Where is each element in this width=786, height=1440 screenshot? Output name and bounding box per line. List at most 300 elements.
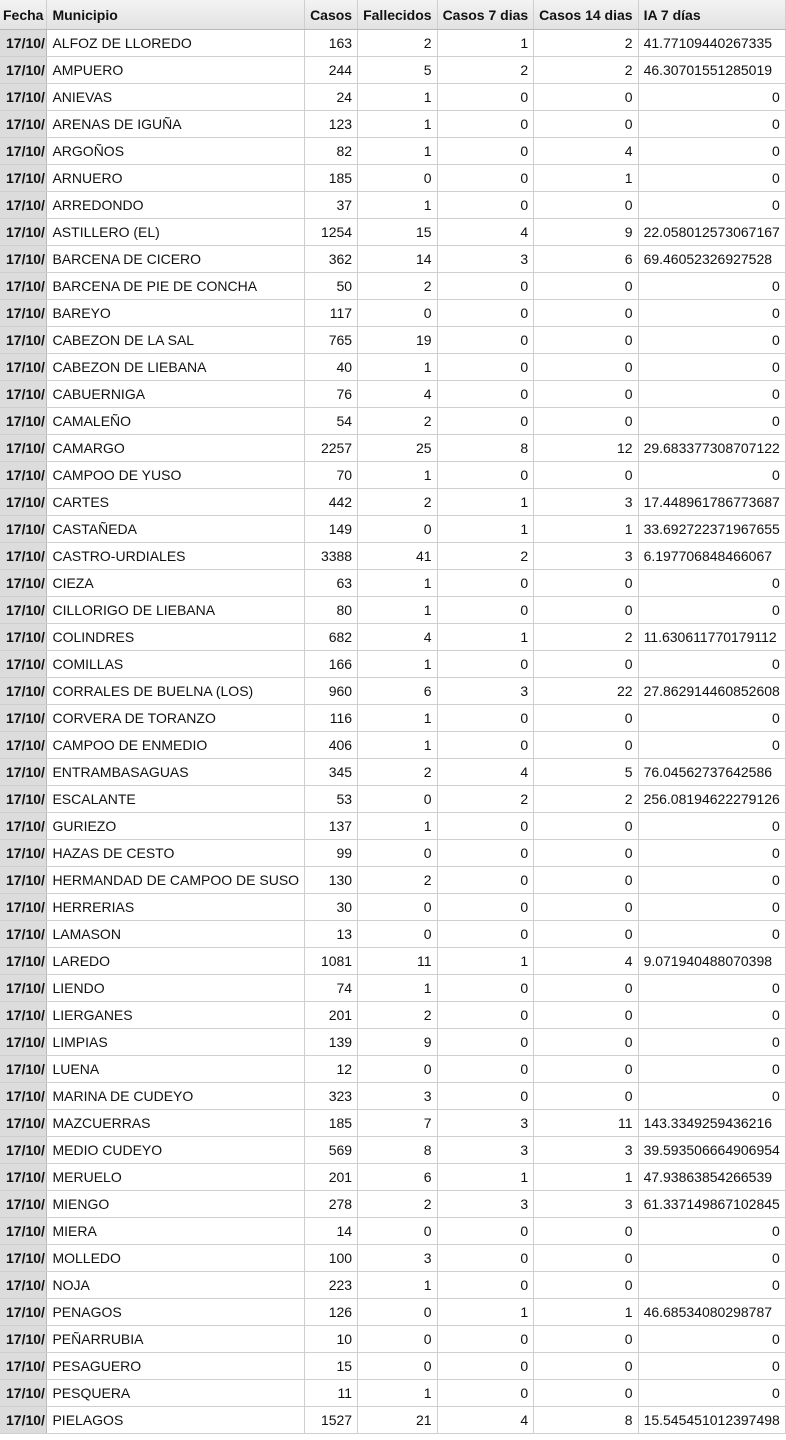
- cell-casos-14-dias[interactable]: 0: [534, 1029, 638, 1056]
- cell-casos-7-dias[interactable]: 1: [437, 624, 534, 651]
- cell-fallecidos[interactable]: 1: [358, 705, 437, 732]
- cell-casos-14-dias[interactable]: 0: [534, 1353, 638, 1380]
- cell-casos-14-dias[interactable]: 1: [534, 516, 638, 543]
- cell-fallecidos[interactable]: 1: [358, 192, 437, 219]
- cell-ia-7-dias[interactable]: 0: [638, 705, 785, 732]
- cell-fallecidos[interactable]: 19: [358, 327, 437, 354]
- cell-casos[interactable]: 117: [305, 300, 358, 327]
- cell-casos-7-dias[interactable]: 8: [437, 435, 534, 462]
- header-ia-7-dias[interactable]: IA 7 días: [638, 0, 785, 30]
- cell-fallecidos[interactable]: 0: [358, 1218, 437, 1245]
- cell-fallecidos[interactable]: 5: [358, 57, 437, 84]
- cell-casos-14-dias[interactable]: 0: [534, 1245, 638, 1272]
- cell-fallecidos[interactable]: 3: [358, 1083, 437, 1110]
- cell-ia-7-dias[interactable]: 0: [638, 651, 785, 678]
- cell-fecha[interactable]: 17/10/: [0, 1407, 47, 1434]
- cell-ia-7-dias[interactable]: 0: [638, 111, 785, 138]
- cell-ia-7-dias[interactable]: 0: [638, 354, 785, 381]
- cell-casos-14-dias[interactable]: 0: [534, 597, 638, 624]
- cell-municipio[interactable]: CAMARGO: [47, 435, 305, 462]
- cell-casos-14-dias[interactable]: 3: [534, 543, 638, 570]
- cell-casos-7-dias[interactable]: 3: [437, 246, 534, 273]
- cell-casos[interactable]: 80: [305, 597, 358, 624]
- header-casos[interactable]: Casos: [305, 0, 358, 30]
- cell-ia-7-dias[interactable]: 33.692722371967655: [638, 516, 785, 543]
- cell-ia-7-dias[interactable]: 47.93863854266539: [638, 1164, 785, 1191]
- cell-ia-7-dias[interactable]: 0: [638, 165, 785, 192]
- cell-casos-7-dias[interactable]: 0: [437, 111, 534, 138]
- cell-ia-7-dias[interactable]: 0: [638, 975, 785, 1002]
- cell-municipio[interactable]: CAMPOO DE ENMEDIO: [47, 732, 305, 759]
- cell-casos-7-dias[interactable]: 0: [437, 1056, 534, 1083]
- cell-fallecidos[interactable]: 1: [358, 138, 437, 165]
- cell-municipio[interactable]: HERMANDAD DE CAMPOO DE SUSO: [47, 867, 305, 894]
- cell-fecha[interactable]: 17/10/: [0, 705, 47, 732]
- cell-casos[interactable]: 63: [305, 570, 358, 597]
- cell-municipio[interactable]: ARENAS DE IGUÑA: [47, 111, 305, 138]
- cell-casos-7-dias[interactable]: 0: [437, 300, 534, 327]
- cell-municipio[interactable]: LAREDO: [47, 948, 305, 975]
- cell-fallecidos[interactable]: 2: [358, 867, 437, 894]
- cell-fecha[interactable]: 17/10/: [0, 273, 47, 300]
- cell-fecha[interactable]: 17/10/: [0, 1137, 47, 1164]
- cell-casos-14-dias[interactable]: 11: [534, 1110, 638, 1137]
- cell-casos[interactable]: 54: [305, 408, 358, 435]
- cell-fecha[interactable]: 17/10/: [0, 678, 47, 705]
- cell-casos-14-dias[interactable]: 0: [534, 192, 638, 219]
- cell-fecha[interactable]: 17/10/: [0, 138, 47, 165]
- cell-fecha[interactable]: 17/10/: [0, 1299, 47, 1326]
- cell-casos-7-dias[interactable]: 1: [437, 948, 534, 975]
- cell-fecha[interactable]: 17/10/: [0, 732, 47, 759]
- cell-casos[interactable]: 137: [305, 813, 358, 840]
- cell-casos-14-dias[interactable]: 1: [534, 1164, 638, 1191]
- cell-fecha[interactable]: 17/10/: [0, 1326, 47, 1353]
- cell-fecha[interactable]: 17/10/: [0, 1164, 47, 1191]
- cell-fallecidos[interactable]: 14: [358, 246, 437, 273]
- cell-fallecidos[interactable]: 1: [358, 813, 437, 840]
- cell-ia-7-dias[interactable]: 39.593506664906954: [638, 1137, 785, 1164]
- cell-fallecidos[interactable]: 1: [358, 111, 437, 138]
- cell-fecha[interactable]: 17/10/: [0, 1110, 47, 1137]
- cell-casos-14-dias[interactable]: 12: [534, 435, 638, 462]
- cell-casos-14-dias[interactable]: 3: [534, 489, 638, 516]
- cell-casos-14-dias[interactable]: 0: [534, 840, 638, 867]
- cell-fecha[interactable]: 17/10/: [0, 597, 47, 624]
- cell-casos[interactable]: 3388: [305, 543, 358, 570]
- cell-casos-7-dias[interactable]: 0: [437, 1326, 534, 1353]
- cell-municipio[interactable]: AMPUERO: [47, 57, 305, 84]
- cell-casos-7-dias[interactable]: 0: [437, 1272, 534, 1299]
- cell-municipio[interactable]: ASTILLERO (EL): [47, 219, 305, 246]
- cell-casos-7-dias[interactable]: 0: [437, 84, 534, 111]
- cell-municipio[interactable]: MARINA DE CUDEYO: [47, 1083, 305, 1110]
- cell-municipio[interactable]: CASTRO-URDIALES: [47, 543, 305, 570]
- cell-ia-7-dias[interactable]: 27.862914460852608: [638, 678, 785, 705]
- cell-casos-7-dias[interactable]: 0: [437, 1029, 534, 1056]
- cell-casos[interactable]: 362: [305, 246, 358, 273]
- cell-casos[interactable]: 100: [305, 1245, 358, 1272]
- cell-fallecidos[interactable]: 1: [358, 1380, 437, 1407]
- cell-casos[interactable]: 201: [305, 1002, 358, 1029]
- cell-fallecidos[interactable]: 1: [358, 597, 437, 624]
- cell-fecha[interactable]: 17/10/: [0, 1083, 47, 1110]
- cell-casos[interactable]: 123: [305, 111, 358, 138]
- cell-fecha[interactable]: 17/10/: [0, 840, 47, 867]
- cell-casos-7-dias[interactable]: 0: [437, 138, 534, 165]
- cell-casos[interactable]: 70: [305, 462, 358, 489]
- cell-fecha[interactable]: 17/10/: [0, 327, 47, 354]
- cell-fecha[interactable]: 17/10/: [0, 489, 47, 516]
- cell-fecha[interactable]: 17/10/: [0, 30, 47, 57]
- cell-municipio[interactable]: MERUELO: [47, 1164, 305, 1191]
- cell-fallecidos[interactable]: 0: [358, 1056, 437, 1083]
- cell-casos-14-dias[interactable]: 0: [534, 1380, 638, 1407]
- cell-casos-14-dias[interactable]: 0: [534, 1083, 638, 1110]
- cell-casos-14-dias[interactable]: 1: [534, 1299, 638, 1326]
- cell-casos[interactable]: 15: [305, 1353, 358, 1380]
- cell-ia-7-dias[interactable]: 0: [638, 921, 785, 948]
- cell-fallecidos[interactable]: 0: [358, 1299, 437, 1326]
- cell-fallecidos[interactable]: 1: [358, 462, 437, 489]
- cell-fecha[interactable]: 17/10/: [0, 948, 47, 975]
- cell-casos[interactable]: 163: [305, 30, 358, 57]
- cell-municipio[interactable]: CASTAÑEDA: [47, 516, 305, 543]
- cell-casos-14-dias[interactable]: 0: [534, 1002, 638, 1029]
- cell-casos-14-dias[interactable]: 5: [534, 759, 638, 786]
- cell-ia-7-dias[interactable]: 11.630611770179112: [638, 624, 785, 651]
- cell-casos[interactable]: 1527: [305, 1407, 358, 1434]
- cell-fallecidos[interactable]: 2: [358, 273, 437, 300]
- cell-casos-14-dias[interactable]: 0: [534, 84, 638, 111]
- cell-fallecidos[interactable]: 1: [358, 732, 437, 759]
- cell-fecha[interactable]: 17/10/: [0, 1191, 47, 1218]
- cell-fecha[interactable]: 17/10/: [0, 813, 47, 840]
- cell-ia-7-dias[interactable]: 9.071940488070398: [638, 948, 785, 975]
- cell-municipio[interactable]: ARREDONDO: [47, 192, 305, 219]
- cell-municipio[interactable]: PESAGUERO: [47, 1353, 305, 1380]
- cell-casos[interactable]: 201: [305, 1164, 358, 1191]
- cell-casos[interactable]: 74: [305, 975, 358, 1002]
- cell-ia-7-dias[interactable]: 0: [638, 1002, 785, 1029]
- cell-ia-7-dias[interactable]: 0: [638, 597, 785, 624]
- cell-casos-14-dias[interactable]: 0: [534, 651, 638, 678]
- cell-casos[interactable]: 223: [305, 1272, 358, 1299]
- cell-fallecidos[interactable]: 1: [358, 570, 437, 597]
- cell-casos-7-dias[interactable]: 0: [437, 570, 534, 597]
- cell-municipio[interactable]: BARCENA DE CICERO: [47, 246, 305, 273]
- cell-casos-14-dias[interactable]: 0: [534, 732, 638, 759]
- cell-casos[interactable]: 14: [305, 1218, 358, 1245]
- cell-municipio[interactable]: LUENA: [47, 1056, 305, 1083]
- cell-fallecidos[interactable]: 6: [358, 678, 437, 705]
- cell-casos-7-dias[interactable]: 0: [437, 1353, 534, 1380]
- cell-fallecidos[interactable]: 0: [358, 300, 437, 327]
- cell-casos-7-dias[interactable]: 0: [437, 273, 534, 300]
- cell-fecha[interactable]: 17/10/: [0, 1380, 47, 1407]
- cell-casos[interactable]: 185: [305, 165, 358, 192]
- cell-ia-7-dias[interactable]: 0: [638, 192, 785, 219]
- cell-casos-7-dias[interactable]: 2: [437, 57, 534, 84]
- cell-fallecidos[interactable]: 21: [358, 1407, 437, 1434]
- cell-fallecidos[interactable]: 1: [358, 651, 437, 678]
- cell-fallecidos[interactable]: 4: [358, 624, 437, 651]
- cell-casos-7-dias[interactable]: 0: [437, 705, 534, 732]
- header-fecha[interactable]: Fecha: [0, 0, 47, 30]
- cell-municipio[interactable]: HAZAS DE CESTO: [47, 840, 305, 867]
- cell-fecha[interactable]: 17/10/: [0, 246, 47, 273]
- cell-fecha[interactable]: 17/10/: [0, 894, 47, 921]
- cell-municipio[interactable]: MEDIO CUDEYO: [47, 1137, 305, 1164]
- cell-municipio[interactable]: CORVERA DE TORANZO: [47, 705, 305, 732]
- cell-casos-7-dias[interactable]: 1: [437, 489, 534, 516]
- cell-ia-7-dias[interactable]: 22.058012573067167: [638, 219, 785, 246]
- cell-fallecidos[interactable]: 4: [358, 381, 437, 408]
- cell-casos-7-dias[interactable]: 0: [437, 381, 534, 408]
- cell-casos[interactable]: 1081: [305, 948, 358, 975]
- cell-casos-7-dias[interactable]: 2: [437, 543, 534, 570]
- cell-casos[interactable]: 185: [305, 1110, 358, 1137]
- cell-casos[interactable]: 99: [305, 840, 358, 867]
- cell-ia-7-dias[interactable]: 46.68534080298787: [638, 1299, 785, 1326]
- cell-fallecidos[interactable]: 0: [358, 786, 437, 813]
- header-municipio[interactable]: Municipio: [47, 0, 305, 30]
- cell-casos-7-dias[interactable]: 0: [437, 327, 534, 354]
- cell-casos-7-dias[interactable]: 1: [437, 1164, 534, 1191]
- cell-fallecidos[interactable]: 15: [358, 219, 437, 246]
- cell-municipio[interactable]: MIERA: [47, 1218, 305, 1245]
- cell-casos[interactable]: 82: [305, 138, 358, 165]
- cell-fallecidos[interactable]: 41: [358, 543, 437, 570]
- cell-fallecidos[interactable]: 1: [358, 84, 437, 111]
- cell-casos[interactable]: 442: [305, 489, 358, 516]
- cell-casos-14-dias[interactable]: 0: [534, 921, 638, 948]
- cell-municipio[interactable]: CARTES: [47, 489, 305, 516]
- cell-municipio[interactable]: ARNUERO: [47, 165, 305, 192]
- cell-fecha[interactable]: 17/10/: [0, 786, 47, 813]
- cell-casos-14-dias[interactable]: 8: [534, 1407, 638, 1434]
- cell-fallecidos[interactable]: 2: [358, 489, 437, 516]
- cell-municipio[interactable]: CIEZA: [47, 570, 305, 597]
- cell-casos-7-dias[interactable]: 0: [437, 1083, 534, 1110]
- cell-fallecidos[interactable]: 1: [358, 354, 437, 381]
- cell-casos[interactable]: 244: [305, 57, 358, 84]
- cell-municipio[interactable]: PIELAGOS: [47, 1407, 305, 1434]
- cell-casos[interactable]: 12: [305, 1056, 358, 1083]
- cell-casos-14-dias[interactable]: 0: [534, 975, 638, 1002]
- cell-casos-7-dias[interactable]: 0: [437, 1218, 534, 1245]
- cell-fecha[interactable]: 17/10/: [0, 1029, 47, 1056]
- cell-casos-7-dias[interactable]: 0: [437, 597, 534, 624]
- cell-ia-7-dias[interactable]: 143.3349259436216: [638, 1110, 785, 1137]
- cell-casos-14-dias[interactable]: 9: [534, 219, 638, 246]
- cell-casos[interactable]: 76: [305, 381, 358, 408]
- cell-casos-14-dias[interactable]: 2: [534, 624, 638, 651]
- cell-fallecidos[interactable]: 0: [358, 894, 437, 921]
- cell-casos-14-dias[interactable]: 0: [534, 705, 638, 732]
- cell-ia-7-dias[interactable]: 0: [638, 300, 785, 327]
- cell-ia-7-dias[interactable]: 0: [638, 1272, 785, 1299]
- cell-casos[interactable]: 13: [305, 921, 358, 948]
- cell-casos-14-dias[interactable]: 0: [534, 300, 638, 327]
- cell-casos[interactable]: 345: [305, 759, 358, 786]
- cell-ia-7-dias[interactable]: 0: [638, 327, 785, 354]
- cell-casos[interactable]: 323: [305, 1083, 358, 1110]
- cell-casos[interactable]: 40: [305, 354, 358, 381]
- cell-casos-7-dias[interactable]: 0: [437, 921, 534, 948]
- cell-casos[interactable]: 11: [305, 1380, 358, 1407]
- cell-casos[interactable]: 130: [305, 867, 358, 894]
- cell-casos-14-dias[interactable]: 0: [534, 1326, 638, 1353]
- cell-casos-14-dias[interactable]: 1: [534, 165, 638, 192]
- cell-casos-7-dias[interactable]: 4: [437, 759, 534, 786]
- cell-casos-7-dias[interactable]: 0: [437, 732, 534, 759]
- cell-casos-14-dias[interactable]: 3: [534, 1137, 638, 1164]
- cell-casos-7-dias[interactable]: 4: [437, 1407, 534, 1434]
- cell-casos-14-dias[interactable]: 0: [534, 1272, 638, 1299]
- cell-casos[interactable]: 53: [305, 786, 358, 813]
- cell-casos-14-dias[interactable]: 0: [534, 1218, 638, 1245]
- cell-ia-7-dias[interactable]: 0: [638, 813, 785, 840]
- cell-fecha[interactable]: 17/10/: [0, 84, 47, 111]
- cell-fecha[interactable]: 17/10/: [0, 435, 47, 462]
- cell-casos[interactable]: 30: [305, 894, 358, 921]
- cell-casos-7-dias[interactable]: 0: [437, 1002, 534, 1029]
- cell-municipio[interactable]: PEÑARRUBIA: [47, 1326, 305, 1353]
- cell-casos[interactable]: 166: [305, 651, 358, 678]
- cell-ia-7-dias[interactable]: 0: [638, 381, 785, 408]
- cell-casos-7-dias[interactable]: 0: [437, 192, 534, 219]
- cell-fecha[interactable]: 17/10/: [0, 1353, 47, 1380]
- cell-fecha[interactable]: 17/10/: [0, 1056, 47, 1083]
- cell-municipio[interactable]: ESCALANTE: [47, 786, 305, 813]
- cell-ia-7-dias[interactable]: 0: [638, 1380, 785, 1407]
- cell-fecha[interactable]: 17/10/: [0, 57, 47, 84]
- cell-municipio[interactable]: LIENDO: [47, 975, 305, 1002]
- cell-municipio[interactable]: ALFOZ DE LLOREDO: [47, 30, 305, 57]
- cell-municipio[interactable]: CILLORIGO DE LIEBANA: [47, 597, 305, 624]
- cell-casos-14-dias[interactable]: 3: [534, 1191, 638, 1218]
- cell-casos-7-dias[interactable]: 2: [437, 786, 534, 813]
- cell-ia-7-dias[interactable]: 61.337149867102845: [638, 1191, 785, 1218]
- cell-fallecidos[interactable]: 0: [358, 840, 437, 867]
- cell-casos[interactable]: 139: [305, 1029, 358, 1056]
- cell-casos-7-dias[interactable]: 0: [437, 1245, 534, 1272]
- cell-ia-7-dias[interactable]: 0: [638, 867, 785, 894]
- cell-fecha[interactable]: 17/10/: [0, 219, 47, 246]
- cell-casos-7-dias[interactable]: 0: [437, 462, 534, 489]
- cell-fecha[interactable]: 17/10/: [0, 1245, 47, 1272]
- cell-fallecidos[interactable]: 3: [358, 1245, 437, 1272]
- header-casos-7-dias[interactable]: Casos 7 dias: [437, 0, 534, 30]
- cell-casos[interactable]: 24: [305, 84, 358, 111]
- cell-fecha[interactable]: 17/10/: [0, 1002, 47, 1029]
- cell-ia-7-dias[interactable]: 0: [638, 840, 785, 867]
- cell-casos[interactable]: 2257: [305, 435, 358, 462]
- cell-casos-14-dias[interactable]: 2: [534, 786, 638, 813]
- cell-fallecidos[interactable]: 8: [358, 1137, 437, 1164]
- cell-fallecidos[interactable]: 25: [358, 435, 437, 462]
- cell-casos-7-dias[interactable]: 0: [437, 408, 534, 435]
- cell-municipio[interactable]: GURIEZO: [47, 813, 305, 840]
- cell-fecha[interactable]: 17/10/: [0, 300, 47, 327]
- cell-fallecidos[interactable]: 7: [358, 1110, 437, 1137]
- cell-casos-14-dias[interactable]: 0: [534, 462, 638, 489]
- cell-ia-7-dias[interactable]: 0: [638, 1218, 785, 1245]
- cell-fecha[interactable]: 17/10/: [0, 111, 47, 138]
- cell-fecha[interactable]: 17/10/: [0, 1272, 47, 1299]
- cell-municipio[interactable]: CABEZON DE LA SAL: [47, 327, 305, 354]
- cell-ia-7-dias[interactable]: 0: [638, 84, 785, 111]
- cell-fecha[interactable]: 17/10/: [0, 354, 47, 381]
- cell-casos[interactable]: 765: [305, 327, 358, 354]
- cell-casos-7-dias[interactable]: 3: [437, 1110, 534, 1137]
- cell-casos[interactable]: 960: [305, 678, 358, 705]
- cell-casos[interactable]: 116: [305, 705, 358, 732]
- cell-casos[interactable]: 126: [305, 1299, 358, 1326]
- cell-ia-7-dias[interactable]: 0: [638, 462, 785, 489]
- cell-casos-7-dias[interactable]: 0: [437, 1380, 534, 1407]
- cell-municipio[interactable]: HERRERIAS: [47, 894, 305, 921]
- cell-casos-14-dias[interactable]: 0: [534, 408, 638, 435]
- cell-casos-14-dias[interactable]: 0: [534, 273, 638, 300]
- cell-ia-7-dias[interactable]: 0: [638, 732, 785, 759]
- cell-casos[interactable]: 50: [305, 273, 358, 300]
- cell-casos-7-dias[interactable]: 3: [437, 678, 534, 705]
- cell-fallecidos[interactable]: 2: [358, 1002, 437, 1029]
- cell-fecha[interactable]: 17/10/: [0, 570, 47, 597]
- cell-fallecidos[interactable]: 2: [358, 408, 437, 435]
- cell-casos-14-dias[interactable]: 0: [534, 354, 638, 381]
- cell-casos-7-dias[interactable]: 4: [437, 219, 534, 246]
- cell-casos-14-dias[interactable]: 2: [534, 57, 638, 84]
- cell-ia-7-dias[interactable]: 0: [638, 1245, 785, 1272]
- cell-municipio[interactable]: MOLLEDO: [47, 1245, 305, 1272]
- cell-ia-7-dias[interactable]: 0: [638, 570, 785, 597]
- cell-casos[interactable]: 10: [305, 1326, 358, 1353]
- header-casos-14-dias[interactable]: Casos 14 dias: [534, 0, 638, 30]
- cell-municipio[interactable]: MAZCUERRAS: [47, 1110, 305, 1137]
- cell-casos-14-dias[interactable]: 0: [534, 381, 638, 408]
- cell-fecha[interactable]: 17/10/: [0, 165, 47, 192]
- cell-ia-7-dias[interactable]: 0: [638, 894, 785, 921]
- cell-municipio[interactable]: COLINDRES: [47, 624, 305, 651]
- cell-casos-14-dias[interactable]: 4: [534, 138, 638, 165]
- cell-casos-14-dias[interactable]: 0: [534, 813, 638, 840]
- cell-fecha[interactable]: 17/10/: [0, 624, 47, 651]
- cell-municipio[interactable]: CAMPOO DE YUSO: [47, 462, 305, 489]
- cell-municipio[interactable]: COMILLAS: [47, 651, 305, 678]
- cell-casos[interactable]: 1254: [305, 219, 358, 246]
- cell-casos-7-dias[interactable]: 0: [437, 813, 534, 840]
- cell-casos[interactable]: 682: [305, 624, 358, 651]
- cell-casos-7-dias[interactable]: 0: [437, 867, 534, 894]
- cell-fecha[interactable]: 17/10/: [0, 867, 47, 894]
- cell-fallecidos[interactable]: 0: [358, 516, 437, 543]
- cell-casos-14-dias[interactable]: 0: [534, 570, 638, 597]
- cell-casos[interactable]: 149: [305, 516, 358, 543]
- cell-casos-7-dias[interactable]: 0: [437, 840, 534, 867]
- cell-ia-7-dias[interactable]: 256.08194622279126: [638, 786, 785, 813]
- cell-municipio[interactable]: CORRALES DE BUELNA (LOS): [47, 678, 305, 705]
- cell-ia-7-dias[interactable]: 0: [638, 1083, 785, 1110]
- cell-fallecidos[interactable]: 1: [358, 975, 437, 1002]
- cell-ia-7-dias[interactable]: 15.545451012397498: [638, 1407, 785, 1434]
- cell-municipio[interactable]: ENTRAMBASAGUAS: [47, 759, 305, 786]
- cell-casos-14-dias[interactable]: 6: [534, 246, 638, 273]
- cell-casos-14-dias[interactable]: 0: [534, 111, 638, 138]
- header-fallecidos[interactable]: Fallecidos: [358, 0, 437, 30]
